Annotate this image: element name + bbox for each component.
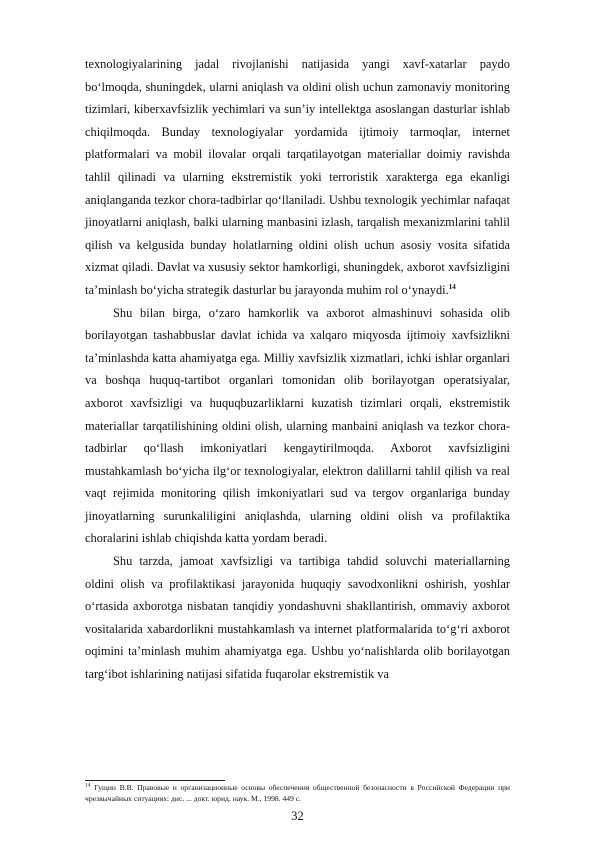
paragraph-1 (85, 53, 510, 302)
footnote-divider (85, 780, 225, 781)
page-body (85, 53, 510, 686)
footnote-ref-14[interactable]: 14 (448, 282, 456, 291)
page-number: 32 (291, 809, 304, 823)
paragraph-1-text: texnologiyalarining jadal rivojlanishi natijasida yangi xavf-xatarlar paydo bo‘lmoqda, shuningdek, ularni aniqlash va oldini olish uchun zamonaviy monitoring tizimlari, kiberxavfsizlik yechimlari va sun’iy intellektga asoslangan dasturlar ishlab chiqilmoqda. Bunday texnologiyalar yordamida ijtimoiy tarmoqlar, internet platformalari va mobil ilovalar orqali tarqatilayotgan materiallar doimiy ravishda tahlil qilinadi va ularning ekstremistik yoki terroristik xarakterga ega ekanligi aniqlanganda tezkor chora-tadbirlar qo‘llaniladi. Ushbu texnologik yechimlar nafaqat jinoyatlarni aniqlash, balki ularning manbasini izlash, tarqalish mexanizmlarini tahlil qilish va kelgusida bunday holatlarning oldini olish uchun asosiy vosita sifatida xizmat qiladi. Davlat va xususiy sektor hamkorligi, shuningdek, axborot xavfsizligini ta’minlash bo‘yicha strategik dasturlar bu jarayonda muhim rol o‘ynaydi. (85, 57, 510, 297)
paragraph-2: Shu bilan birga, o‘zaro hamkorlik va axborot almashinuvi sohasida olib borilayotgan tashabbuslar davlat ichida va xalqaro miqyosda ijtimoiy xavfsizlikni ta’minlashda katta ahamiyatga ega. Milliy xavfsizlik xizmatlari, ichki ishlar organlari va boshqa huquq-tartibot organlari tomonidan olib borilayotgan operatsiyalar, axborot xavfsizligi va huquqbuzarliklarni kuzatish tizimlari orqali, ekstremistik materiallar tarqatilishining oldini olish, ularning manbaini aniqlash va tezkor chora-tadbirlar qo‘llash imkoniyatlari kengaytirilmoqda. Axborot xavfsizligini mustahkamlash bo‘yicha ilg‘or texnologiyalar, elektron dalillarni tahlil qilish va real vaqt rejimida monitoring qilish imkoniyatlari sud va tergov organlariga bunday jinoyatlarning surunkaliligini aniqlashda, ularning oldini olish va profilaktika choralarini ishlab chiqishda katta yordam beradi. (85, 305, 510, 546)
paragraph-3: Shu tarzda, jamoat xavfsizligi va tartibiga tahdid soluvchi materiallarning oldini olish va profilaktikasi jarayonida huquqiy savodxonlikni oshirish, yoshlar o‘rtasida axborotga nisbatan tanqidiy yondashuvni shakllantirish, ommaviy axborot vositalarida xabardorlikni mustahkamlash va internet platformalarida to‘g‘ri axborot oqimini ta’minlash muhim ahamiyatga ega. Ushbu yo‘nalishlarda olib borilayotgan targ‘ibot ishlarining natijasi sifatida fuqarolar ekstremistik va (85, 554, 510, 682)
footnote-text: Гущин В.В. Правовые и организационные основы обеспечения общественной безопасности в Российской Федерации при чрезвычайных ситуациях: дис. ... докт. юрид. наук. М., 1998. 449 с. (85, 783, 510, 803)
footnote-number: 14 (85, 782, 91, 789)
footnote (85, 782, 510, 804)
